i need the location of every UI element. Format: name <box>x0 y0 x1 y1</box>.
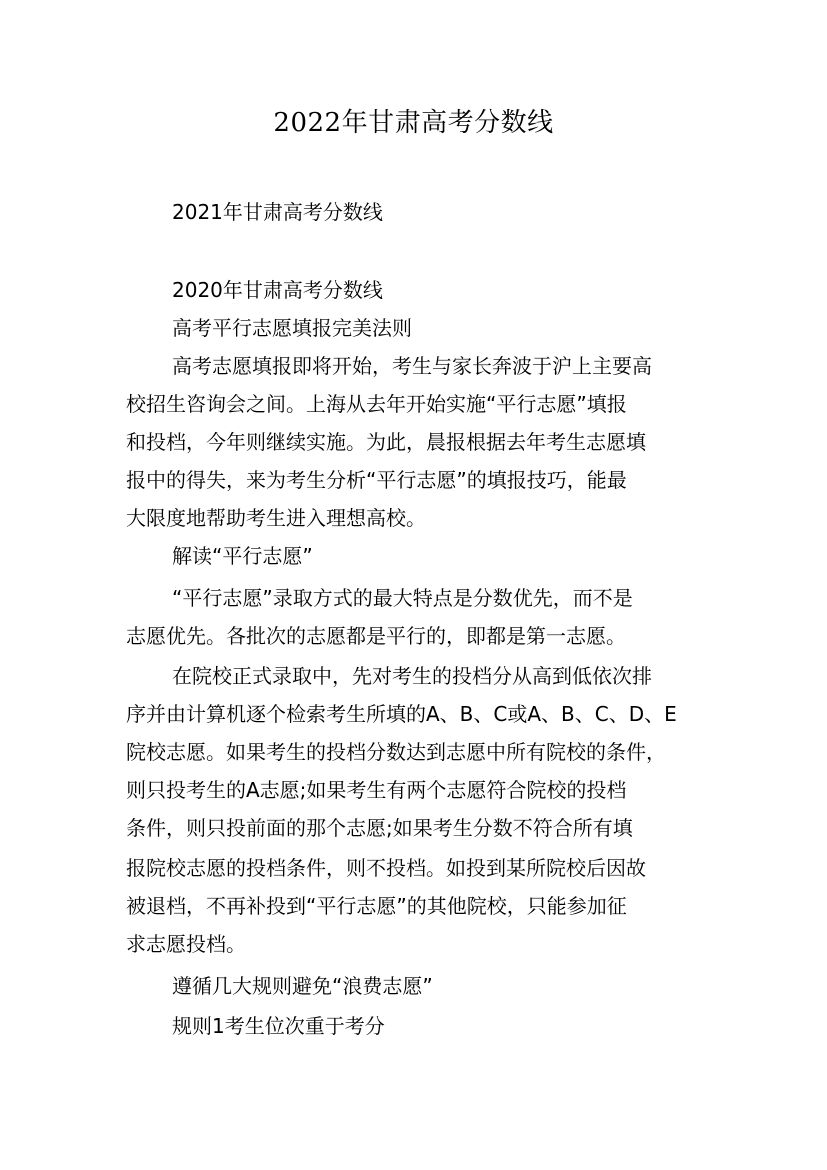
paragraph-intro-line: 和投档，今年则继续实施。为此，晨报根据去年考生志愿填 <box>126 430 646 454</box>
paragraph-intro-line: 大限度地帮助考生进入理想高校。 <box>126 506 426 530</box>
paragraph-admission-line: 求志愿投档。 <box>126 932 246 956</box>
paragraph-admission-line: 报院校志愿的投档条件，则不投档。如投到某所院校后因故 <box>126 856 646 880</box>
paragraph-feature-line: “平行志愿”录取方式的最大特点是分数优先，而不是 <box>172 586 633 610</box>
paragraph-2020-scores: 2020年甘肃高考分数线 <box>172 278 383 302</box>
paragraph-intro-line: 校招生咨询会之间。上海从去年开始实施“平行志愿”填报 <box>126 392 627 416</box>
paragraph-2021-scores: 2021年甘肃高考分数线 <box>172 200 383 224</box>
paragraph-admission-line: 序并由计算机逐个检索考生所填的A、B、C或A、B、C、D、E <box>126 702 677 726</box>
paragraph-intro-line: 报中的得失，来为考生分析“平行志愿”的填报技巧，能最 <box>126 468 627 492</box>
paragraph-admission-line: 则只投考生的A志愿;如果考生有两个志愿符合院校的投档 <box>126 778 627 802</box>
page-title: 2022年甘肃高考分数线 <box>273 108 554 138</box>
paragraph-intro-line: 高考志愿填报即将开始，考生与家长奔波于沪上主要高 <box>172 354 652 378</box>
section-heading-rules: 高考平行志愿填报完美法则 <box>172 316 412 340</box>
paragraph-feature-line: 志愿优先。各批次的志愿都是平行的，即都是第一志愿。 <box>126 624 626 648</box>
paragraph-admission-line: 院校志愿。如果考生的投档分数达到志愿中所有院校的条件， <box>126 740 666 764</box>
paragraph-admission-line: 在院校正式录取中，先对考生的投档分从高到低依次排 <box>172 664 652 688</box>
paragraph-admission-line: 条件，则只投前面的那个志愿;如果考生分数不符合所有填 <box>126 816 633 840</box>
rule-1-heading: 规则1考生位次重于考分 <box>172 1014 385 1038</box>
section-heading-interpretation: 解读“平行志愿” <box>172 544 313 568</box>
section-heading-avoid-waste: 遵循几大规则避免“浪费志愿” <box>172 974 433 998</box>
paragraph-admission-line: 被退档，不再补投到“平行志愿”的其他院校，只能参加征 <box>126 894 627 918</box>
